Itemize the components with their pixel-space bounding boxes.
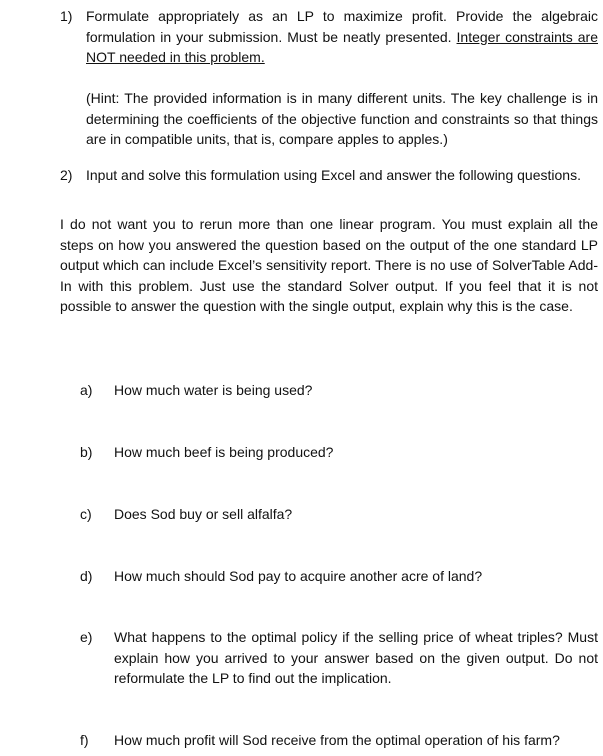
question-text: How much profit will Sod receive from the optimal operation of his farm? [114, 732, 560, 748]
numbered-item-1 [60, 6, 598, 146]
item-1-underlined-text: Integer constraints are NOT needed in this problem. [86, 28, 598, 65]
question-label: c) [80, 506, 92, 522]
question-label: a) [80, 382, 93, 398]
question-text: How much beef is being produced? [114, 444, 334, 460]
item-1-text [86, 6, 598, 68]
item-1-plain-text: Formulate appropriately as an LP to maximize profit. Provide the algebraic formulation in your submission. Must be neatly presented. [86, 8, 598, 45]
question-label: e) [80, 629, 93, 645]
numbered-item-2 [60, 165, 598, 187]
question-label: b) [80, 444, 93, 460]
question-text: Does Sod buy or sell alfalfa? [114, 506, 293, 522]
item-number: 1) [60, 8, 73, 24]
item-1-hint: (Hint: The provided information is in many different units. The key challenge is in determining the coefficients of the objective function and constraints so that things are in compatible units, that is, compare apples to apples.) [86, 90, 598, 147]
question-text: How much should Sod pay to acquire another acre of land? [114, 568, 483, 584]
question-label: d) [80, 568, 93, 584]
item-number: 2) [60, 167, 73, 183]
question-text: How much water is being used? [114, 382, 313, 398]
instructions-paragraph: I do not want you to rerun more than one linear program. You must explain all the steps on how you answered the question based on the output of the one standard LP output which can include Excel’s sensitivity report. There is no use of SolverTable Add-In with this problem. Just use the standard Solver output. If you feel that it is not possible to answer the question with the single output, explain why this is the case. [60, 216, 598, 314]
question-label: f) [80, 732, 89, 748]
question-text: What happens to the optimal policy if the selling price of wheat triples? Must explain how you arrived to your answer based on the given output. Do not reformulate the LP to find out the implication. [114, 629, 598, 686]
item-2-text: Input and solve this formulation using Excel and answer the following questions. [86, 167, 581, 183]
